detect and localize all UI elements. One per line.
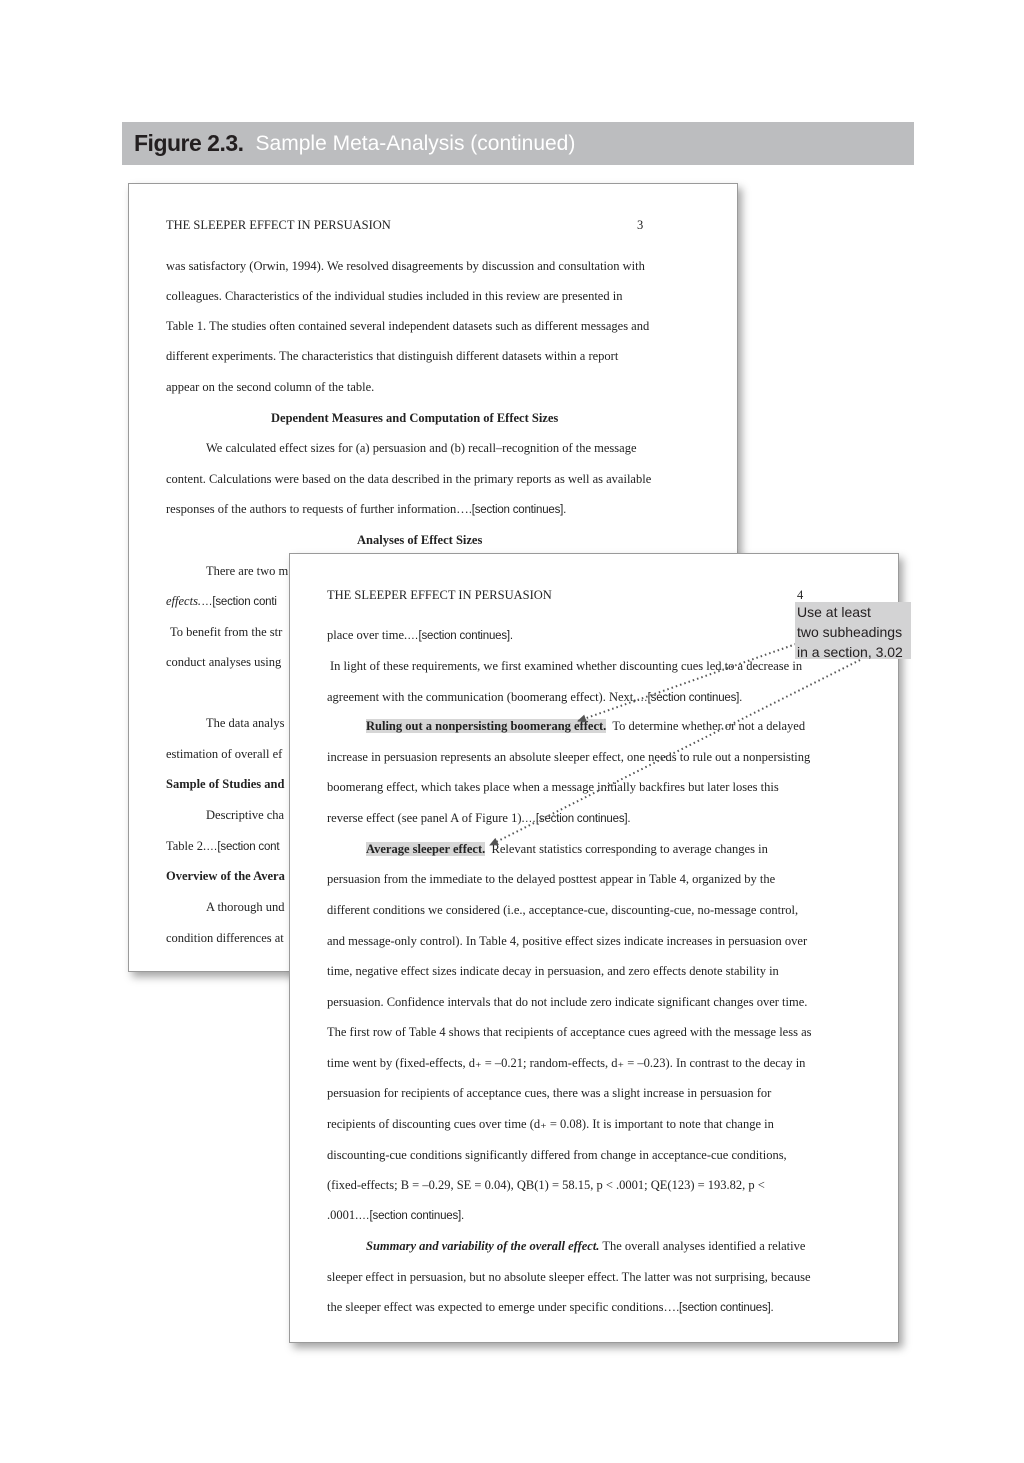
body-line: (fixed-effects; B = –0.29, SE = 0.04), QB(1) = 58.15, p < .0001; QE(123) = 193.82, p <	[327, 1178, 765, 1192]
body-line: In light of these requirements, we first examined whether discounting cues led to a decrease in	[330, 659, 803, 673]
callout-line: Use at least	[797, 604, 871, 620]
body-line: To benefit from the str	[170, 625, 283, 639]
level4-subheading-summary: Summary and variability of the overall effect.	[366, 1239, 600, 1253]
figure-title: Sample Meta-Analysis (continued)	[255, 131, 576, 155]
body-line: content. Calculations were based on the data described in the primary reports as well as available	[166, 472, 652, 486]
body-line: appear on the second column of the table.	[166, 380, 375, 394]
body-line: colleagues. Characteristics of the individual studies included in this review are presented in	[166, 289, 623, 303]
body-line: The first row of Table 4 shows that recipients of acceptance cues agreed with the message less as	[327, 1025, 812, 1039]
body-line: and message-only control). In Table 4, positive effect sizes indicate increases in persuasion over	[327, 934, 808, 948]
section-heading: Overview of the Avera	[166, 869, 285, 883]
body-line: increase in persuasion represents an absolute sleeper effect, one needs to rule out a nonpersisting	[327, 750, 811, 764]
figure-number: Figure 2.3.	[134, 130, 244, 156]
leader-line-to-average-heading	[490, 660, 860, 845]
body-line: Table 1. The studies often contained several independent datasets such as different messages and	[166, 319, 650, 333]
body-line: responses of the authors to requests of further information….[section continues].	[166, 502, 567, 516]
body-line: was satisfactory (Orwin, 1994). We resolved disagreements by discussion and consultation with	[166, 259, 645, 273]
body-line: discounting-cue conditions significantly differed from change in acceptance-cue conditions,	[327, 1148, 787, 1162]
body-line: recipients of discounting cues over time (d₊ = 0.08). It is important to note that change in	[327, 1117, 774, 1131]
body-line: persuasion for recipients of acceptance cues, there was a slight increase in persuasion for	[327, 1086, 772, 1100]
body-line: time went by (fixed-effects, d₊ = –0.21; random-effects, d₊ = –0.23). In contrast to the decay in	[327, 1056, 806, 1070]
running-head: THE SLEEPER EFFECT IN PERSUASION	[166, 218, 391, 232]
body-line: different experiments. The characteristics that distinguish different datasets within a report	[166, 349, 619, 363]
running-head: THE SLEEPER EFFECT IN PERSUASION	[327, 588, 552, 602]
body-line: We calculated effect sizes for (a) persuasion and (b) recall–recognition of the message	[206, 441, 637, 455]
body-line: A thorough und	[206, 900, 285, 914]
callout-line: in a section, 3.02	[797, 644, 903, 660]
body-line: conduct analyses using	[166, 655, 282, 669]
page-number: 4	[797, 588, 804, 602]
subheading-line: Ruling out a nonpersisting boomerang effect. To determine whether or not a delayed	[366, 719, 806, 733]
body-line: reverse effect (see panel A of Figure 1).…[section continues].	[327, 811, 631, 825]
body-line: .0001.…[section continues].	[327, 1208, 464, 1222]
section-heading: Sample of Studies and	[166, 777, 285, 791]
body-line: place over time.…[section continues].	[327, 628, 513, 642]
body-line: persuasion from the immediate to the delayed posttest appear in Table 4, organized by the	[327, 872, 776, 886]
callout-line: two subheadings	[797, 624, 903, 640]
body-line: effects.…[section conti	[166, 594, 277, 608]
callout-note	[795, 602, 911, 659]
body-line: estimation of overall ef	[166, 747, 283, 761]
page-number: 3	[637, 218, 644, 232]
subheading-line: Average sleeper effect. Relevant statistics corresponding to average changes in	[366, 842, 768, 856]
body-line: time, negative effect sizes indicate decay in persuasion, and zero effects denote stability in	[327, 964, 779, 978]
body-line: Descriptive cha	[206, 808, 285, 822]
section-heading: Analyses of Effect Sizes	[357, 533, 483, 547]
body-line: different conditions we considered (i.e., acceptance-cue, discounting-cue, no-message control,	[327, 903, 799, 917]
body-line: condition differences at	[166, 931, 284, 945]
level3-subheading-average: Average sleeper effect.	[366, 842, 486, 856]
body-line: Table 2.…[section cont	[166, 839, 280, 853]
body-line: There are two m	[206, 564, 289, 578]
body-line: boomerang effect, which takes place when a message initially backfires but later loses this	[327, 780, 779, 794]
body-line: The data analys	[206, 716, 285, 730]
body-line: persuasion. Confidence intervals that do not include zero indicate significant changes over time.	[327, 995, 808, 1009]
section-heading: Dependent Measures and Computation of Effect Sizes	[271, 411, 559, 425]
body-line: sleeper effect in persuasion, but no absolute sleeper effect. The latter was not surprising, because	[327, 1270, 811, 1284]
level3-subheading-boomerang: Ruling out a nonpersisting boomerang effect.	[366, 719, 607, 733]
body-line: the sleeper effect was expected to emerge under specific conditions….[section continues].	[327, 1300, 774, 1314]
subheading-line: Summary and variability of the overall effect. The overall analyses identified a relative	[366, 1239, 806, 1253]
body-line: agreement with the communication (boomerang effect). Next,…[section continues].	[327, 690, 743, 704]
